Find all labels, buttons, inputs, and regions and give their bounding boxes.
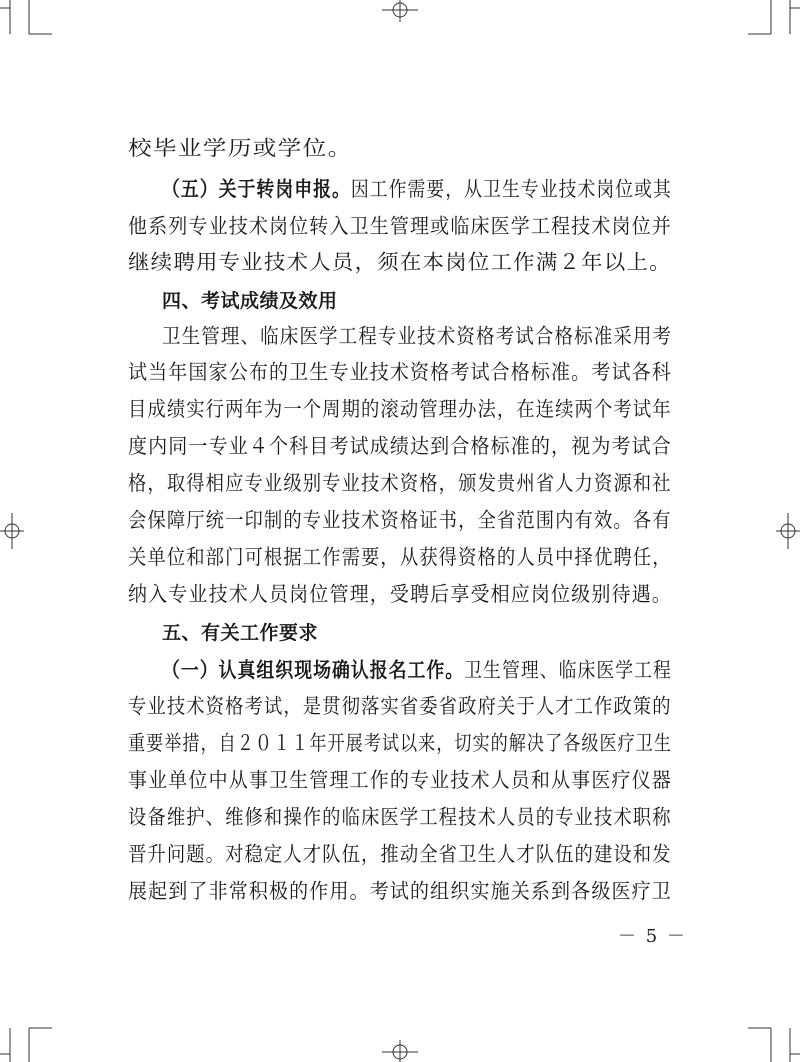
body-line: 纳入专业技术人员岗位管理，受聘后享受相应岗位级别待遇。 <box>128 582 672 606</box>
body-line: 关单位和部门可根据工作需要，从获得资格的人员中择优聘任， <box>128 545 672 569</box>
body-line: 试当年国家公布的卫生专业技术资格考试合格标准。考试各科 <box>128 360 672 384</box>
body-line: 重要举措，自２０１１年开展考试以来，切实的解决了各级医疗卫生 <box>128 731 672 755</box>
body-line: 卫生管理、临床医学工程专业技术资格考试合格标准采用考 <box>162 324 673 348</box>
body-line: 专业技术资格考试，是贯彻落实省委省政府关于人才工作政策的 <box>128 694 672 718</box>
body-line: 继续聘用专业技术人员，须在本岗位工作满２年以上。 <box>128 250 672 274</box>
subsection-line: （五）关于转岗申报。因工作需要，从卫生专业技术岗位或其 <box>162 177 672 201</box>
body-line: 设备维护、维修和操作的临床医学工程技术人员的专业技术职称 <box>128 805 672 829</box>
body-line: 晋升问题。对稳定人才队伍，推动全省卫生人才队伍的建设和发 <box>128 842 672 866</box>
section-heading: 四、考试成绩及效用 <box>162 290 338 312</box>
page-number: － 5 － <box>618 926 687 947</box>
body-line: 展起到了非常积极的作用。考试的组织实施关系到各级医疗卫 <box>128 879 672 903</box>
body-line: 事业单位中从事卫生管理工作的专业技术人员和从事医疗仪器 <box>128 768 672 792</box>
section-heading: 五、有关工作要求 <box>162 622 319 644</box>
body-line: 格，取得相应专业级别专业技术资格，颁发贵州省人力资源和社 <box>128 471 672 495</box>
body-line: 校毕业学历或学位。 <box>128 136 353 160</box>
body-line: 度内同一专业４个科目考试成绩达到合格标准的，视为考试合 <box>128 434 672 458</box>
body-line: 目成绩实行两年为一个周期的滚动管理办法，在连续两个考试年 <box>128 397 672 421</box>
subsection-heading: （五）关于转岗申报。 <box>162 177 351 201</box>
subsection-line: （一）认真组织现场确认报名工作。卫生管理、临床医学工程 <box>162 658 672 682</box>
subsection-heading: （一）认真组织现场确认报名工作。 <box>162 658 465 682</box>
body-line: 会保障厅统一印制的专业技术资格证书，全省范围内有效。各有 <box>128 508 672 532</box>
body-line: 他系列专业技术岗位转入卫生管理或临床医学工程技术岗位并 <box>128 214 672 238</box>
